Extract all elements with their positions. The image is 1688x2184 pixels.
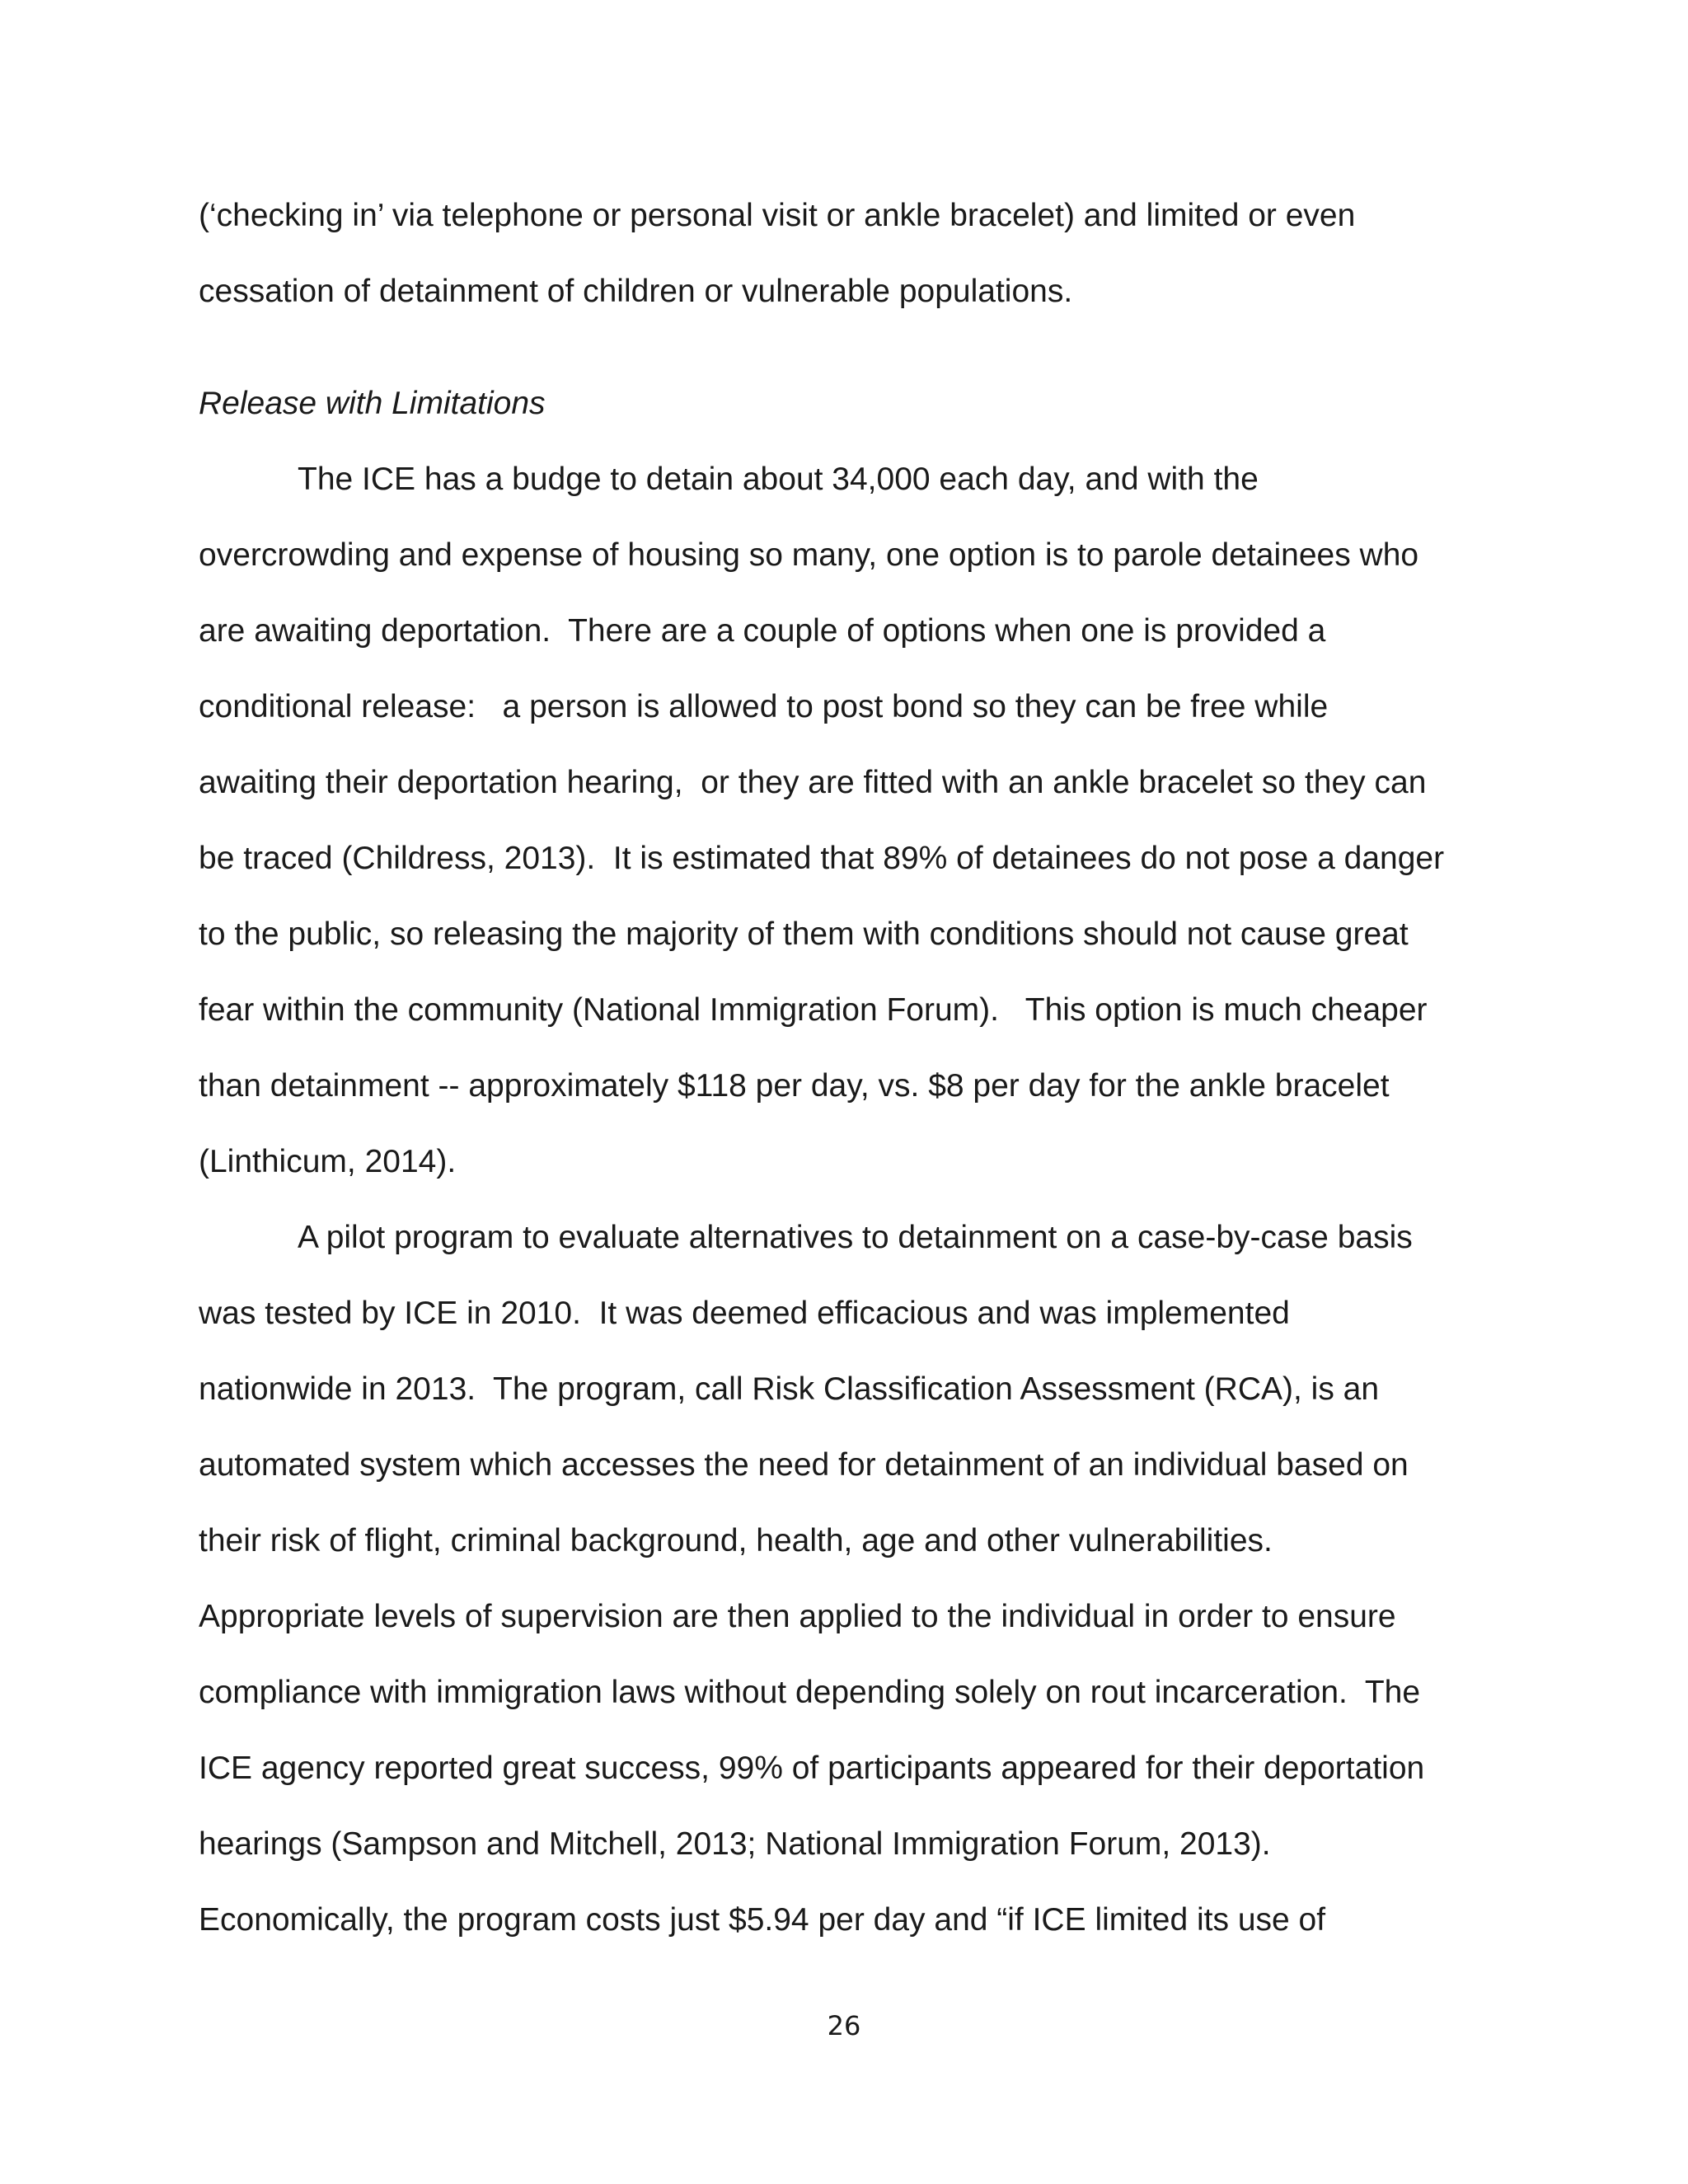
body-text-line: their risk of flight, criminal background, health, age and other vulnerabilities. <box>199 1523 1273 1558</box>
body-text-line: compliance with immigration laws without depending solely on rout incarceration. The <box>199 1675 1421 1710</box>
body-text-line: fear within the community (National Immigration Forum). This option is much cheaper <box>199 992 1428 1028</box>
body-text-line: Appropriate levels of supervision are then applied to the individual in order to ensure <box>199 1599 1396 1634</box>
body-text-line: ICE agency reported great success, 99% of participants appeared for their deportation <box>199 1750 1425 1786</box>
body-text-line: The ICE has a budge to detain about 34,000 each day, and with the <box>298 462 1259 497</box>
body-text-line: conditional release: a person is allowed to post bond so they can be free while <box>199 689 1329 724</box>
body-text-line: nationwide in 2013. The program, call Risk Classification Assessment (RCA), is an <box>199 1371 1380 1407</box>
body-text-line: cessation of detainment of children or vulnerable populations. <box>199 274 1073 309</box>
body-text-line: was tested by ICE in 2010. It was deemed efficacious and was implemented <box>199 1296 1290 1331</box>
body-text-line: (‘checking in’ via telephone or personal visit or ankle bracelet) and limited or even <box>199 198 1356 233</box>
body-text-line: than detainment -- approximately $118 per day, vs. $8 per day for the ankle bracelet <box>199 1068 1390 1104</box>
section-heading: Release with Limitations <box>199 386 546 421</box>
body-text-line: automated system which accesses the need for detainment of an individual based on <box>199 1447 1409 1483</box>
page-number: 26 <box>827 2010 861 2041</box>
body-text-line: are awaiting deportation. There are a couple of options when one is provided a <box>199 613 1326 649</box>
body-text-line: awaiting their deportation hearing, or they are fitted with an ankle bracelet so they can <box>199 765 1427 800</box>
body-text-line: to the public, so releasing the majority of them with conditions should not cause great <box>199 916 1409 952</box>
body-text-line: be traced (Childress, 2013). It is estimated that 89% of detainees do not pose a danger <box>199 841 1445 876</box>
body-text-line: overcrowding and expense of housing so many, one option is to parole detainees who <box>199 537 1419 573</box>
body-text-line: (Linthicum, 2014). <box>199 1144 457 1179</box>
body-text-line: A pilot program to evaluate alternatives to detainment on a case-by-case basis <box>298 1220 1413 1255</box>
body-text-line: Economically, the program costs just $5.94 per day and “if ICE limited its use of <box>199 1902 1326 1938</box>
body-text-line: hearings (Sampson and Mitchell, 2013; National Immigration Forum, 2013). <box>199 1826 1271 1862</box>
